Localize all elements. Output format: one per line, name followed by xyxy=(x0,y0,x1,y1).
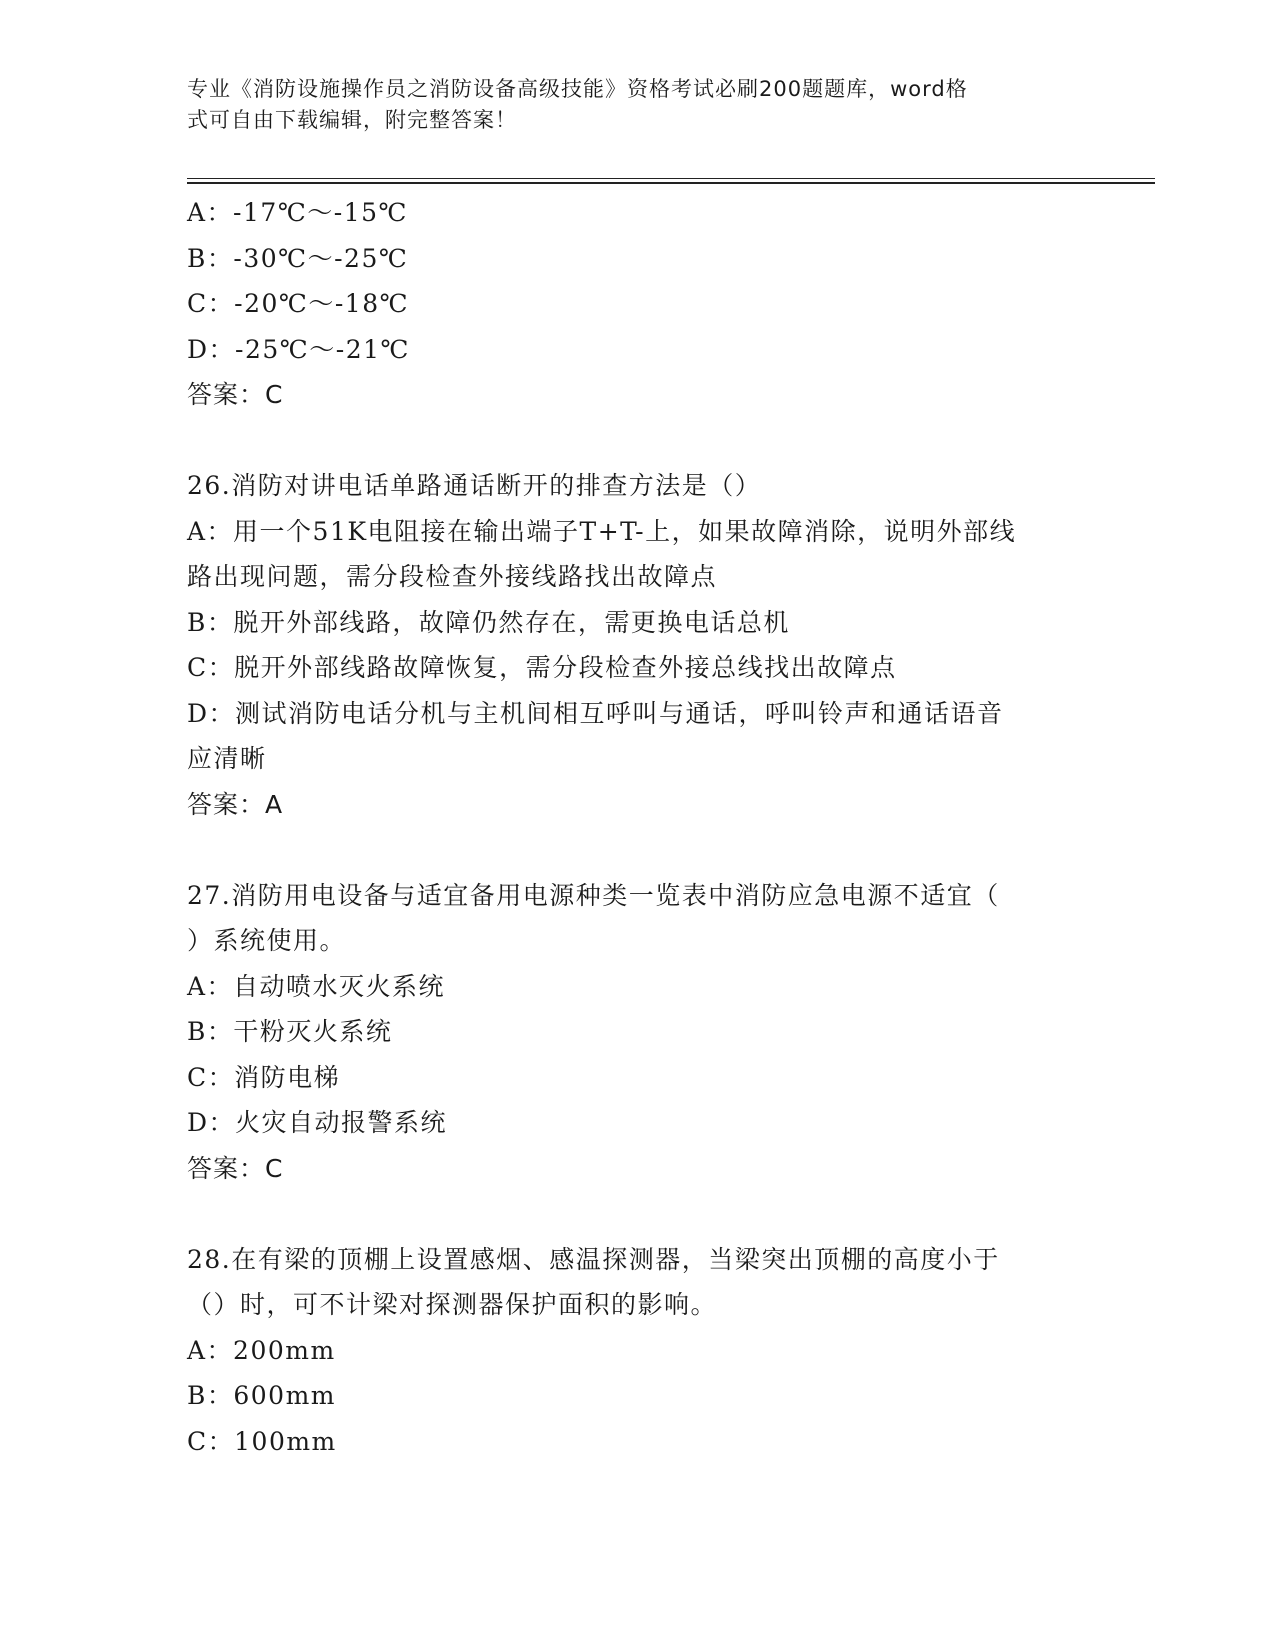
option-b: B：600mm xyxy=(187,1381,337,1410)
option-d: D：-25℃～-21℃ xyxy=(187,334,410,364)
question-26-block xyxy=(187,463,1087,827)
spacer xyxy=(187,418,1087,464)
option-d-line-2: 应清晰 xyxy=(187,744,267,773)
question-28-block xyxy=(187,1237,1087,1465)
option-a: A：200mm xyxy=(187,1335,336,1365)
option-c: C：消防电梯 xyxy=(187,1062,341,1092)
question-text-line-1: 27.消防用电设备与适宜备用电源种类一览表中消防应急电源不适宜（ xyxy=(187,880,1000,910)
option-c: C：100mm xyxy=(187,1426,337,1456)
header-line-1: 专业《消防设施操作员之消防设备高级技能》资格考试必刷200题题库，word格 xyxy=(187,77,968,101)
spacer xyxy=(187,1191,1087,1237)
header-divider-thin xyxy=(187,178,1155,179)
option-b: B：-30℃～-25℃ xyxy=(187,243,409,273)
question-text: 26.消防对讲电话单路通话断开的排查方法是（） xyxy=(187,471,762,500)
option-d-line-1: D：测试消防电话分机与主机间相互呼叫与通话，呼叫铃声和通话语音 xyxy=(187,698,1004,728)
option-a-line-1: A：用一个51K电阻接在输出端子T+T-上，如果故障消除，说明外部线 xyxy=(187,516,1017,546)
option-d: D：火灾自动报警系统 xyxy=(187,1108,448,1137)
question-text-line-2: ）系统使用。 xyxy=(187,926,347,955)
option-b: B：干粉灭火系统 xyxy=(187,1017,393,1046)
document-header xyxy=(187,74,1067,136)
option-a-line-2: 路出现问题，需分段检查外接线路找出故障点 xyxy=(187,562,718,591)
header-line-2: 式可自由下载编辑，附完整答案！ xyxy=(187,108,517,132)
question-text-line-1: 28.在有梁的顶棚上设置感烟、感温探测器，当梁突出顶棚的高度小于 xyxy=(187,1244,1000,1274)
answer: 答案：C xyxy=(187,1153,284,1183)
question-content xyxy=(187,190,1087,1464)
question-text-line-2: （）时，可不计梁对探测器保护面积的影响。 xyxy=(187,1290,718,1319)
spacer xyxy=(187,827,1087,873)
option-c: C：脱开外部线路故障恢复，需分段检查外接总线找出故障点 xyxy=(187,653,897,682)
answer: 答案：A xyxy=(187,789,284,819)
option-b: B：脱开外部线路，故障仍然存在，需更换电话总机 xyxy=(187,607,790,637)
question-27-block xyxy=(187,873,1087,1192)
option-c: C：-20℃～-18℃ xyxy=(187,289,410,318)
option-a: A：-17℃～-15℃ xyxy=(187,198,409,227)
option-a: A：自动喷水灭火系统 xyxy=(187,971,446,1001)
question-25-block xyxy=(187,190,1087,418)
header-divider-thick xyxy=(187,182,1155,184)
answer: 答案：C xyxy=(187,380,284,409)
